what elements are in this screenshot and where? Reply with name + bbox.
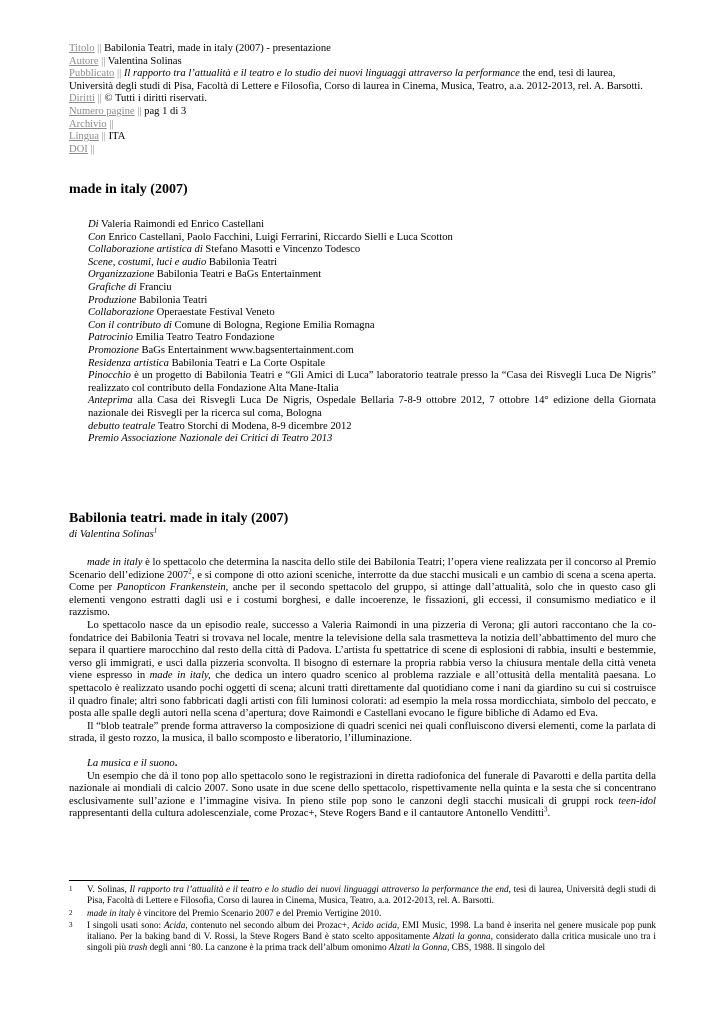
credit-line: Con Enrico Castellani, Paolo Facchini, Luigi Ferrarini, Riccardo Sielli e Luca Scotton	[88, 231, 453, 243]
byline: di Valentina Solinas$^1$	[69, 526, 158, 540]
meta-pagine-value: pag 1 di 3	[144, 105, 187, 117]
article-title: Babilonia teatri. made in italy (2007)	[69, 511, 289, 526]
meta-doi-label[interactable]: DOI	[69, 143, 88, 155]
meta-lingua	[69, 131, 659, 144]
paragraph: Il “blob teatrale” prende forma attraverso la composizione di quadri scenici nei quali confluiscono diversi elementi, come la parlata di strada, il gesto rozzo, la musica, il ballo scomposto e liberatorio, l’illuminazione.	[69, 720, 656, 745]
paragraph: Un esempio che dà il tono pop allo spettacolo sono le registrazioni in diretta radiofonica del funerale di Pavarotti e della partita della nazionale ai mondiali di calcio 2007. Sono usate in due scene dello spettacolo, rispettivamente nella quinta e la sesta che si concentrano esclusivamente sull’azione e l’immagine visiva. In pieno stile pop sono le canzoni degli stacchi musicali di gruppi rock teen-idol rappresentanti della cultura adolescenziale, come Prozac+, Steve Rogers Band e il cantautore Antonello Venditti$^3$.	[69, 770, 656, 820]
credit-line: Patrocinio Emilia Teatro Teatro Fondazione	[88, 332, 275, 344]
meta-pubblicato-label[interactable]: Pubblicato	[69, 68, 115, 80]
footnotes	[69, 884, 656, 955]
meta-titolo	[69, 43, 659, 56]
meta-pubblicato-rest: the end, tesi di laurea, Università degli studi di Pisa, Facoltà di Lettere e Filosofia, Corso di laurea in Cinema, Musica, Teatro, a.a. 2012-2013, rel. A. Barsotti.	[69, 68, 643, 92]
meta-separator: ||	[99, 131, 106, 143]
credit-line: Pinocchio è un progetto di Babilonia Teatri e “Gli Amici di Luca” laboratorio teatrale presso la “Casa dei Risvegli Luca De Nigris” realizzato col contributo della Fondazione Alta Mane-Italia	[88, 370, 656, 394]
credit-line: Premio Associazione Nazionale dei Critici di Teatro 2013	[88, 433, 333, 445]
meta-diritti-label[interactable]: Diritti	[69, 93, 95, 105]
credit-line: Di Valeria Raimondi ed Enrico Castellani	[88, 219, 265, 230]
paragraph: made in italy è lo spettacolo che determina la nascita dello stile dei Babilonia Teatri; l’opera viene realizzata per il concorso al Premio Scenario dell’edizione 2007$^2$, e si compone di otto azioni sceniche, interrotte da due stacchi musicali e un cambio di scena a scena aperta. Come per Panopticon Frankenstein, anche per il secondo spettacolo del gruppo, si attinge dall’attualità, solo che in questo caso gli elementi vengono estratti dagli usi e i costumi borghesi, e dalle incoerenze, le fissazioni, gli eccessi, il consumismo mediatico e il razzismo.	[69, 557, 656, 619]
meta-pagine	[69, 106, 659, 119]
footnote-divider	[69, 880, 249, 881]
meta-autore-label[interactable]: Autore	[69, 55, 99, 67]
meta-pubblicato-title: Il rapporto tra l’attualità e il teatro e lo studio dei nuovi linguaggi attraverso la performance	[123, 68, 520, 80]
footnote: 3 I singoli usati sono: Acida, contenuto nel secondo album dei Prozac+, Acido acida, EMI Music, 1998. La band è inserita nel genere musicale pop punk italiano. Per la baking band di V. Rossi, la Steve Rogers Band è stato scelto appositamente Alzati la gonna, considerato dalla critica musicale uno tra i singoli più trash degli anni ‘80. La canzone è la prima track dell’album omonimo Alzati la Gonna, CBS, 1988. Il singolo del	[69, 919, 657, 953]
metadata-block	[69, 43, 659, 156]
meta-diritti-value: © Tutti i diritti riservati.	[104, 93, 207, 105]
meta-separator: ||	[94, 93, 102, 105]
meta-separator: ||	[98, 55, 106, 67]
credit-line: Anteprima alla Casa dei Risvegli Luca De Nigris, Ospedale Bellaria 7-8-9 ottobre 2012, 7 ottobre 14° edizione della Giornata nazionale dei Risvegli per la ricerca sul coma, Bologna	[88, 395, 656, 419]
meta-diritti	[69, 93, 659, 106]
meta-separator: ||	[87, 143, 95, 155]
credit-line: Organizzazione Babilonia Teatri e BaGs Entertainment	[88, 269, 322, 281]
credit-line: Promozione BaGs Entertainment www.bagsentertainment.com	[88, 344, 354, 356]
meta-lingua-label[interactable]: Lingua	[69, 131, 100, 143]
credits-list	[88, 219, 656, 446]
meta-separator: ||	[94, 43, 102, 54]
credit-line: Collaborazione Operaestate Festival Veneto	[88, 307, 275, 319]
section-title: made in italy (2007)	[69, 182, 188, 197]
meta-lingua-value: ITA	[108, 131, 126, 143]
meta-titolo-value: Babilonia Teatri, made in italy (2007) - presentazione	[104, 43, 331, 54]
meta-autore	[69, 56, 659, 69]
meta-titolo-label[interactable]: Titolo	[69, 43, 95, 54]
credit-line: Produzione Babilonia Teatri	[88, 294, 208, 306]
credit-line: Collaborazione artistica di Stefano Masotti e Vincenzo Todesco	[88, 244, 361, 256]
credit-line: Con il contributo di Comune di Bologna, Regione Emilia Romagna	[88, 319, 375, 331]
meta-separator: ||	[114, 68, 122, 80]
meta-separator: ||	[134, 105, 142, 117]
meta-autore-value: Valentina Solinas	[107, 55, 182, 67]
credit-line: Scene, costumi, luci e audio Babilonia Teatri	[88, 256, 278, 268]
meta-archivio-label[interactable]: Archivio	[69, 118, 107, 130]
article-body	[69, 557, 656, 821]
meta-pagine-label[interactable]: Numero pagine	[69, 105, 135, 117]
footnote: 2 made in italy è vincitore del Premio Scenario 2007 e del Premio Vertigine 2010.	[69, 907, 382, 918]
paragraph: Lo spettacolo nasce da un episodio reale, successo a Valeria Raimondi in una pizzeria di Verona; gli autori raccontano che la co-fondatrice dei Babilonia Teatri si trovava nel locale, mentre la televisione della sala trasmetteva la notizia dell’abbattimento del muro che separa il quartiere marocchino dal resto della città di Padova. L’artista fu spettatrice di scene di esplosioni di rabbia, insulti e bestemmie, verso gli immigrati, e uscì dalla pizzeria sconvolta. Il bisogno di esternare la propria rabbia verso la chiusura mentale della città veneta viene espresso in made in italy, che dedica un intero quadro scenico al problema razziale e all’ottusità della mentalità paesana. Lo spettacolo è realizzato usando pochi oggetti di scena; alcuni tratti direttamente dal quotidiano come i nani da giardino su cui si costruisce il quadro finale; altri sono fabbricati dagli artisti con fili luminosi colorati: ad esempio la mela rossa mordicchiata, simbolo del peccato, e posta alle spalle degli autori nella scena d’apertura; dove Raimondi e Castellani evocano le figure bibliche di Adamo ed Eva.	[69, 619, 656, 720]
meta-archivio	[69, 119, 659, 132]
meta-doi	[69, 144, 659, 157]
meta-separator: ||	[106, 118, 114, 130]
footnote: 1 V. Solinas, Il rapporto tra l’attualità e il teatro e lo studio dei nuovi linguaggi attraverso la performance the end, tesi di laurea, Università degli studi di Pisa, Facoltà di Lettere e Filosofia, Corso di laurea in Cinema, Musica, Teatro, a.a. 2012-2013, rel. A. Barsotti.	[69, 884, 657, 906]
meta-pubblicato	[69, 68, 659, 93]
credit-line: Grafiche di Franciu	[88, 281, 172, 293]
section-heading: La musica e il suono.	[87, 757, 178, 769]
credit-line: debutto teatrale Teatro Storchi di Modena, 8-9 dicembre 2012	[88, 420, 352, 432]
credit-line: Residenza artistica Babilonia Teatri e La Corte Ospitale	[88, 357, 326, 369]
